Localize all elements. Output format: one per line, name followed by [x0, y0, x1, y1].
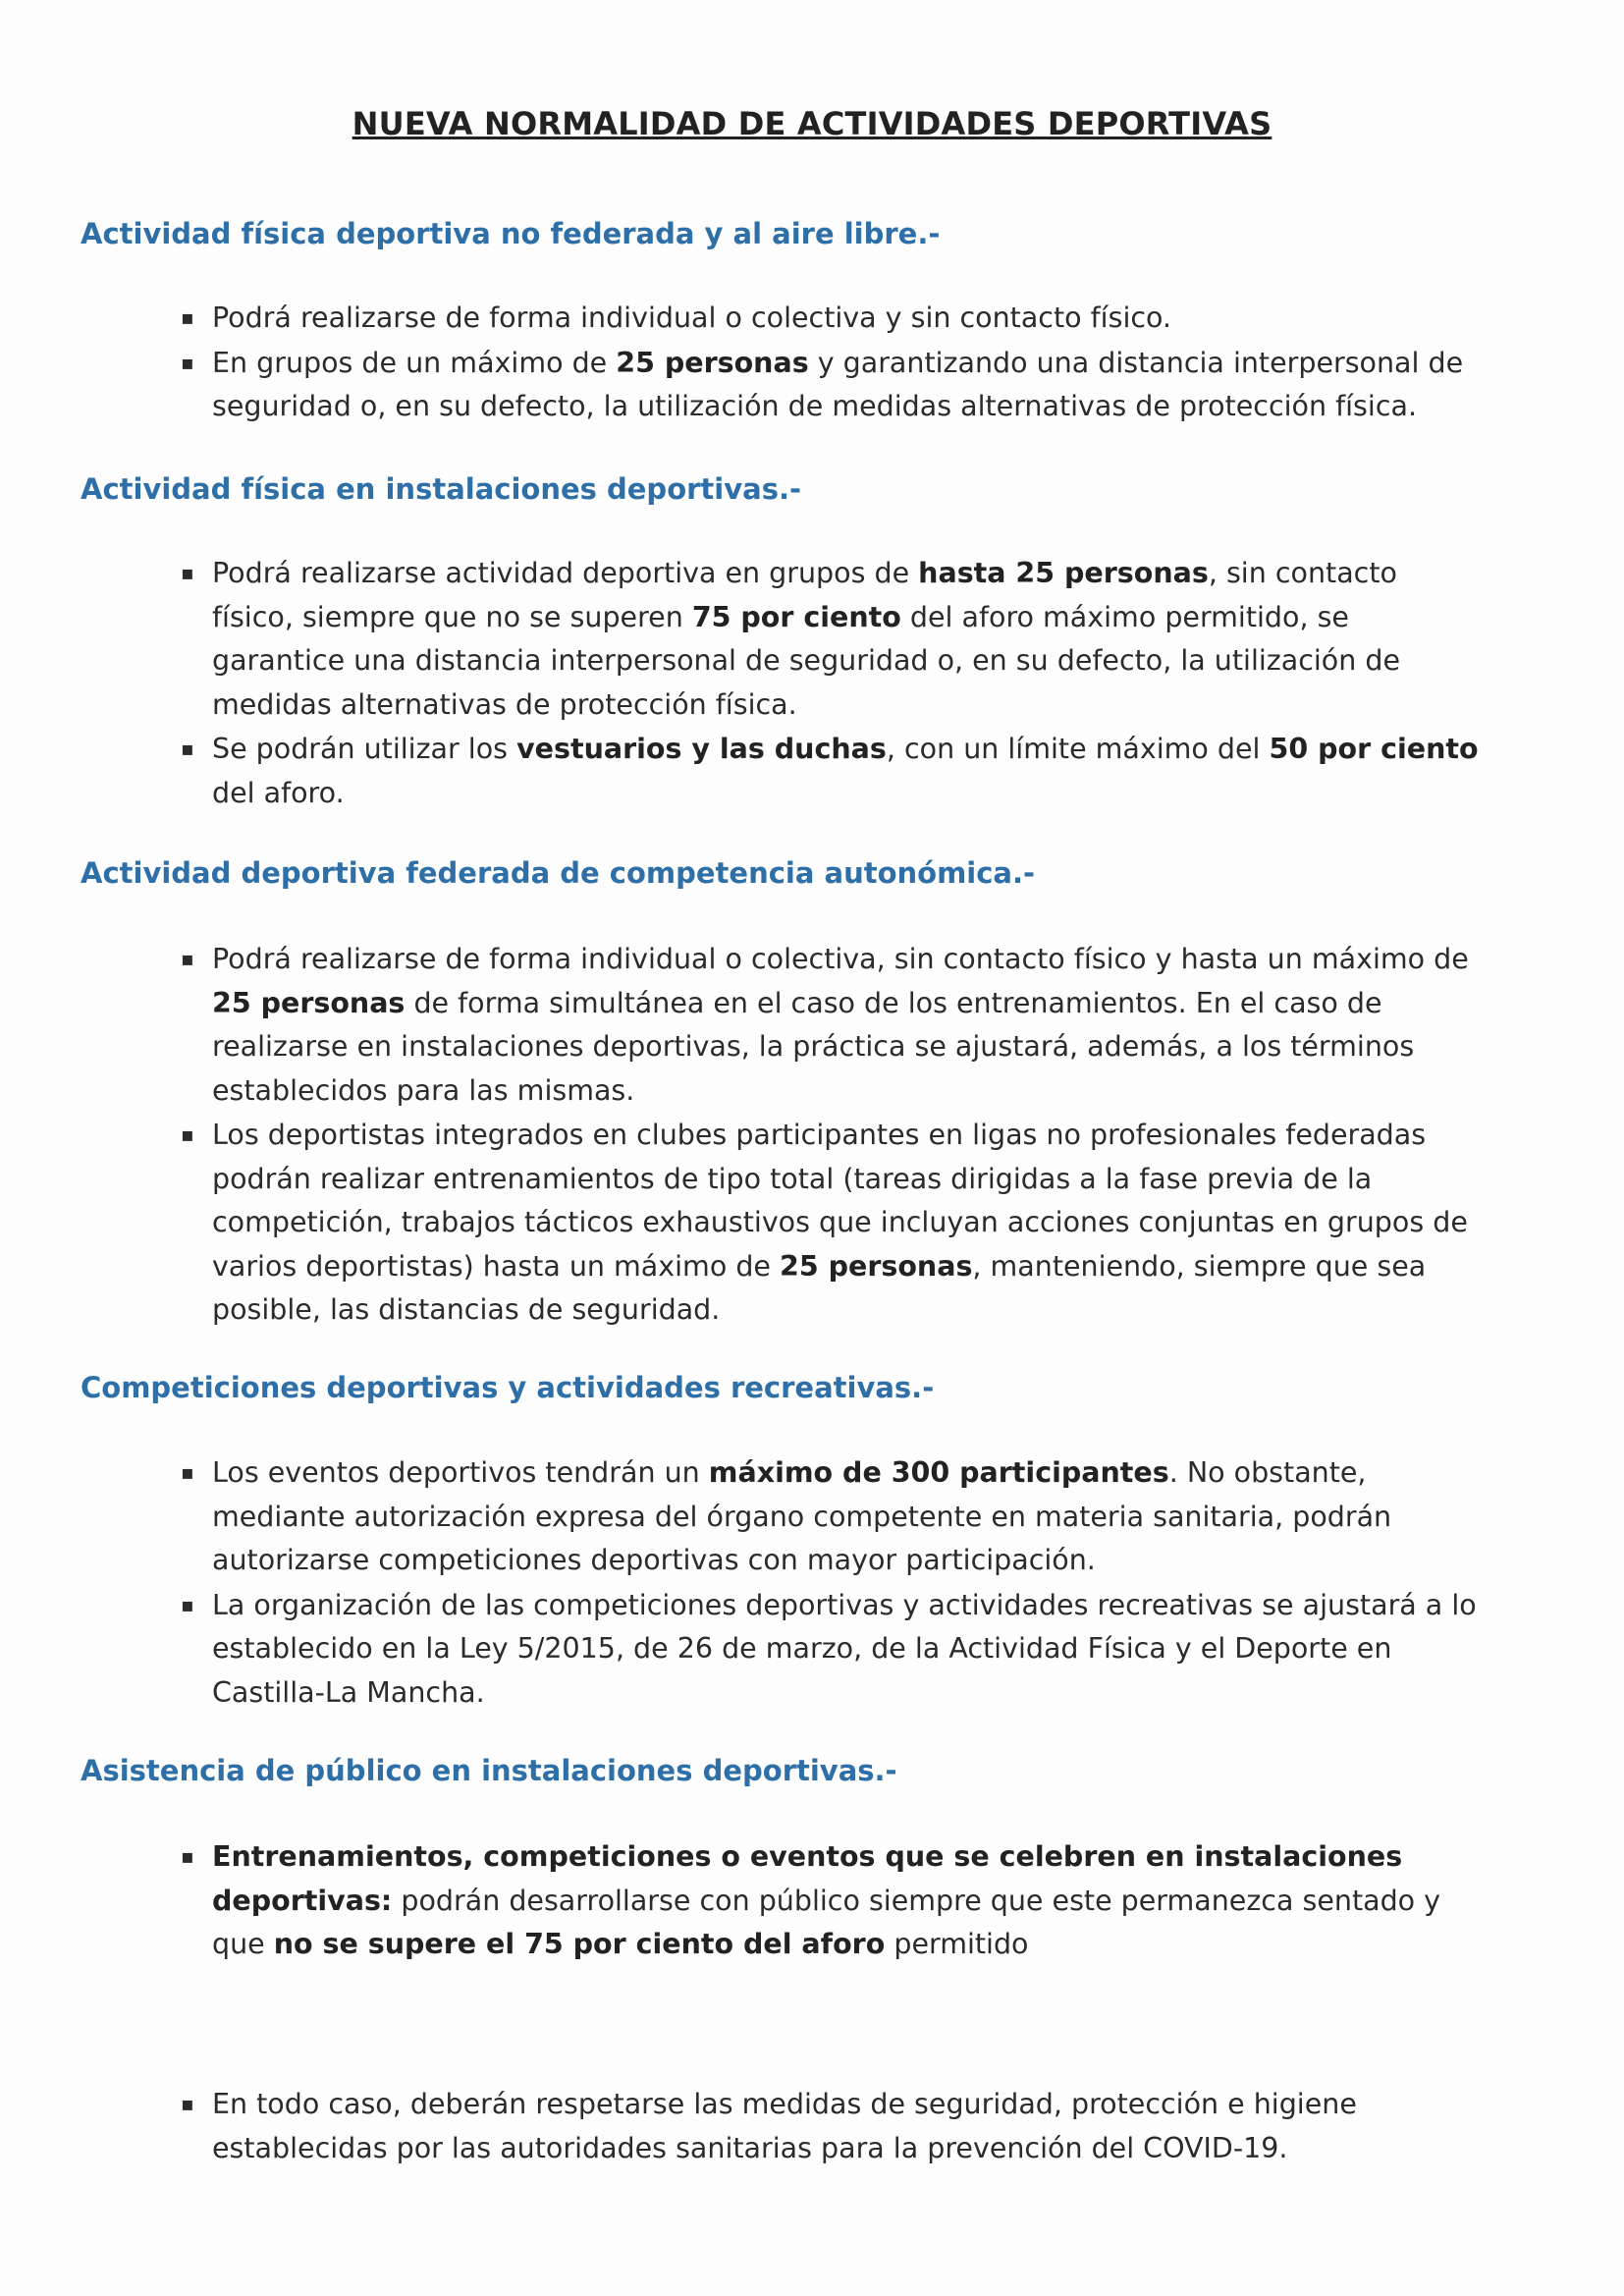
body-text: Se podrán utilizar los [212, 733, 517, 765]
bold-text: hasta 25 personas [918, 557, 1209, 589]
section-heading: Competiciones deportivas y actividades recreativas.- [81, 1371, 935, 1404]
body-text: Los deportistas integrados en clubes participantes en ligas no profesionales federadas podrán realizar entrenamientos de tipo total (tareas dirigidas a la fase previa de la competición, trabajos tácticos exhaustivos que incluyan acciones conjuntas en grupos de varios deportistas) hasta un máximo de [212, 1119, 1468, 1283]
list-item [81, 727, 1485, 815]
list-item [81, 1583, 1485, 1716]
bold-text: máximo de 300 participantes [708, 1456, 1169, 1489]
body-text: podrán desarrollarse con público siempre que este permanezca sentado y que [212, 1884, 1441, 1960]
bullet-marker: ▪ [181, 1592, 194, 1616]
body-text: del aforo máximo permitido, se garantice una distancia interpersonal de seguridad o, en su defecto, la utilización de medidas alternativas de protección física. [212, 600, 1400, 721]
body-text: , manteniendo, siempre que sea posible, las distancias de seguridad. [212, 1249, 1427, 1326]
section-heading: Actividad deportiva federada de competencia autonómica.- [81, 856, 1036, 890]
list-item [81, 2082, 1485, 2170]
list-item [81, 1113, 1485, 1333]
body-text: permitido [885, 1928, 1029, 1960]
list-item [81, 1450, 1485, 1583]
body-text: , con un límite máximo del [886, 733, 1270, 765]
section-asistencia-publico [81, 1751, 1553, 1967]
bullet-marker: ▪ [181, 737, 194, 760]
section-heading: Actividad física en instalaciones deportivas.- [81, 472, 802, 506]
body-text: Podrá realizarse actividad deportiva en grupos de [212, 557, 919, 589]
list-item [81, 296, 1485, 341]
section-actividad-no-federada [81, 214, 1553, 429]
bullet-marker: ▪ [181, 1122, 194, 1146]
bullet-marker: ▪ [181, 1844, 194, 1868]
body-text: . No obstante, mediante autorización expresa del órgano competente en materia sanitaria, podrán autorizarse competiciones deportivas con mayor participación. [212, 1456, 1392, 1576]
bullet-list [81, 1450, 1553, 1715]
section-competiciones-recreativas [81, 1368, 1553, 1715]
section-federada-autonomica [81, 853, 1553, 1333]
body-text: En grupos de un máximo de [212, 346, 617, 379]
section-heading: Asistencia de público en instalaciones deportivas.- [81, 1754, 897, 1787]
bullet-list [81, 551, 1553, 815]
bold-text: 25 personas [616, 346, 809, 379]
body-text: del aforo. [212, 776, 345, 809]
bullet-list [81, 937, 1553, 1333]
final-note [81, 2082, 1553, 2170]
bullet-marker: ▪ [181, 947, 194, 970]
list-item [81, 1834, 1485, 1967]
list-item [81, 551, 1485, 727]
bullet-list [81, 1834, 1553, 1967]
bullet-marker: ▪ [181, 561, 194, 584]
bullet-marker: ▪ [181, 2092, 194, 2115]
body-text: La organización de las competiciones deportivas y actividades recreativas se ajustará a lo establecido en la Ley 5/2015, de 26 de marzo, de la Actividad Física y el Deporte en Castilla-La Mancha. [212, 1588, 1477, 1709]
bullet-marker: ▪ [181, 1460, 194, 1484]
body-text: de forma simultánea en el caso de los entrenamientos. En el caso de realizarse en instalaciones deportivas, la práctica se ajustará, además, a los términos establecidos para las mismas. [212, 986, 1415, 1107]
bold-text: no se supere el 75 por ciento del aforo [273, 1928, 886, 1960]
bullet-marker: ▪ [181, 305, 194, 329]
section-instalaciones-deportivas [81, 469, 1553, 815]
bold-text: 75 por ciento [691, 600, 901, 633]
section-heading: Actividad física deportiva no federada y al aire libre.- [81, 217, 941, 250]
bullet-marker: ▪ [181, 350, 194, 374]
body-text: Podrá realizarse de forma individual o colectiva y sin contacto físico. [212, 301, 1172, 334]
document-title: NUEVA NORMALIDAD DE ACTIVIDADES DEPORTIVAS [352, 105, 1272, 143]
bullet-list [81, 296, 1553, 429]
bold-text: 25 personas [780, 1249, 973, 1283]
body-text: En todo caso, deberán respetarse las medidas de seguridad, protección e higiene establecidas por las autoridades sanitarias para la prevención del COVID-19. [212, 2088, 1357, 2164]
body-text: y garantizando una distancia interpersonal de seguridad o, en su defecto, la utilización de medidas alternativas de protección física. [212, 346, 1464, 422]
bold-text: Entrenamientos, competiciones o eventos que se celebren en instalaciones deportivas: [212, 1840, 1403, 1917]
list-item [81, 937, 1485, 1113]
bold-text: 50 por ciento [1269, 733, 1479, 765]
bold-text: 25 personas [212, 986, 406, 1019]
body-text: Podrá realizarse de forma individual o colectiva, sin contacto físico y hasta un máximo de [212, 943, 1469, 975]
bullet-list [81, 2082, 1553, 2170]
list-item [81, 341, 1485, 429]
body-text: Los eventos deportivos tendrán un [212, 1456, 709, 1489]
body-text: , sin contacto físico, siempre que no se superen [212, 557, 1397, 633]
bold-text: vestuarios y las duchas [516, 733, 887, 765]
